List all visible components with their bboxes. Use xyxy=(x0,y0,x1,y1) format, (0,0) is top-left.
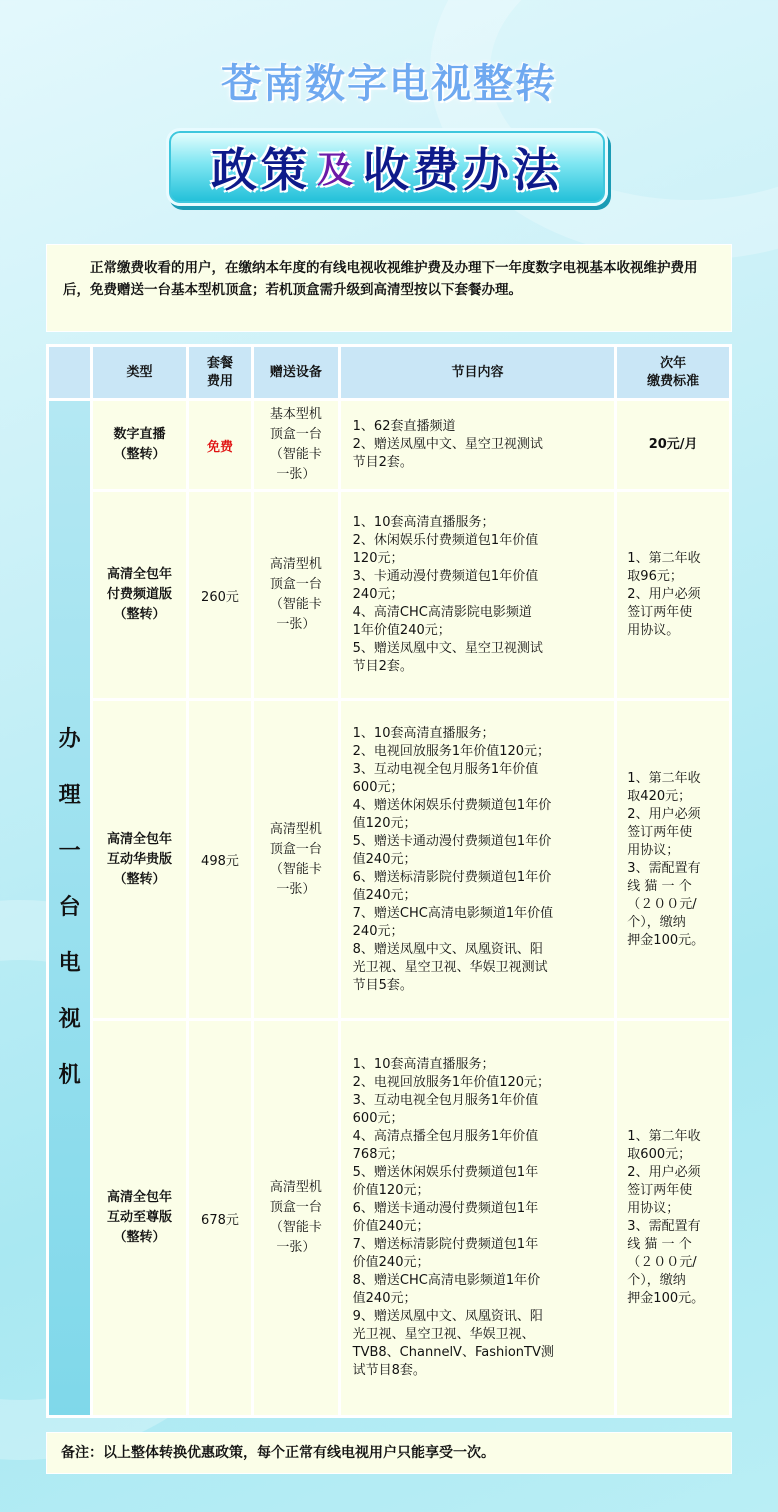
cell-line: 20元/月 xyxy=(648,437,698,452)
cell-line: 用协议； xyxy=(627,1201,680,1216)
cell-line: 7、赠送标清影院付费频道包1年 xyxy=(352,1237,539,1252)
cell-line: 数字直播 xyxy=(113,427,166,442)
cell-line: 240元； xyxy=(352,587,404,602)
cell-line: 3、互动电视全包月服务1年价值 xyxy=(352,761,539,777)
cell-line: 值240元； xyxy=(352,1291,417,1306)
cell-line: 高清全包年 xyxy=(107,1190,173,1205)
header-std: 次年 缴费标准 xyxy=(617,347,729,398)
device-cell xyxy=(254,701,338,1018)
footer-note: 备注：以上整体转换优惠政策，每个正常有线电视用户只能享受一次。 xyxy=(46,1432,732,1474)
table-row xyxy=(49,1021,729,1415)
cell-line: 2、用户必须 xyxy=(627,1165,701,1180)
cell-line: 1、10套高清直播服务； xyxy=(352,725,495,741)
cell-line: 用协议； xyxy=(627,842,680,858)
cell-line: 押金100元。 xyxy=(627,932,705,948)
banner-text-and: 及 xyxy=(316,149,357,191)
next-year-fee-cell xyxy=(617,701,729,1018)
cell-line: 5、赠送凤凰中文、星空卫视测试 xyxy=(352,641,543,656)
cell-line: 1、第二年收 xyxy=(627,1129,701,1144)
cell-line: 2、赠送凤凰中文、星空卫视测试 xyxy=(352,437,543,452)
cell-line: 光卫视、星空卫视、华娱卫视测试 xyxy=(352,959,548,975)
device-cell xyxy=(254,1021,338,1415)
cell-line: （智能卡 xyxy=(269,597,322,612)
package-table xyxy=(46,344,732,1418)
cell-line: 顶盒一台 xyxy=(269,427,322,442)
device-cell xyxy=(254,401,338,489)
program-content-cell xyxy=(341,492,615,698)
cell-line: 1年价值240元； xyxy=(352,623,451,638)
program-content-cell xyxy=(341,401,615,489)
cell-line: 240元； xyxy=(352,923,404,939)
package-type-cell xyxy=(93,401,186,489)
cell-line: 线 猫 一 个 xyxy=(627,1237,692,1252)
cell-line: 顶盒一台 xyxy=(269,577,322,592)
cell-line: 4、赠送休闲娱乐付费频道包1年价 xyxy=(352,797,552,813)
cell-line: 4、高清点播全包月服务1年价值 xyxy=(352,1129,539,1144)
cell-line: 高清全包年 xyxy=(107,831,173,847)
cell-line: 3、需配置有 xyxy=(627,1219,701,1234)
cell-line: 节目5套。 xyxy=(352,977,413,993)
cell-line: 600元； xyxy=(352,1111,404,1126)
cell-line: TVB8、ChannelV、FashionTV测 xyxy=(352,1345,554,1360)
cell-line: 1、10套高清直播服务； xyxy=(352,515,495,530)
package-fee-cell: 498元 xyxy=(189,701,251,1018)
intro-paragraph: 正常缴费收看的用户，在缴纳本年度的有线电视收视维护费及办理下一年度数字电视基本收视维护费用后，免费赠送一台基本型机顶盒；若机顶盒需升级到高清型按以下套餐办理。 xyxy=(46,244,732,332)
cell-line: （智能卡 xyxy=(269,1220,322,1235)
cell-line: 2、用户必须 xyxy=(627,587,701,602)
cell-line: 5、赠送卡通动漫付费频道包1年价 xyxy=(352,833,552,849)
cell-line: 1、62套直播频道 xyxy=(352,419,456,434)
cell-line: 值240元； xyxy=(352,887,417,903)
policy-banner xyxy=(166,128,608,206)
cell-line: 个），缴纳 xyxy=(627,914,686,930)
cell-line: 高清型机 xyxy=(269,821,322,837)
package-type-cell xyxy=(93,1021,186,1415)
table-header-row xyxy=(49,347,729,398)
cell-line: 值120元； xyxy=(352,815,417,831)
header-content: 节目内容 xyxy=(341,347,615,398)
next-year-fee-cell xyxy=(617,401,729,489)
next-year-fee-cell xyxy=(617,1021,729,1415)
cell-line: 高清型机 xyxy=(269,1180,322,1195)
header-device: 赠送设备 xyxy=(254,347,338,398)
cell-line: 值240元； xyxy=(352,851,417,867)
package-fee-cell: 免费 xyxy=(189,401,251,489)
cell-line: 2、电视回放服务1年价值120元； xyxy=(352,1075,551,1090)
cell-line: 签订两年使 xyxy=(627,824,693,840)
cell-line: 1、第二年收 xyxy=(627,551,701,566)
cell-line: 高清型机 xyxy=(269,557,322,572)
cell-line: （智能卡 xyxy=(269,861,322,877)
cell-line: 押金100元。 xyxy=(627,1291,705,1306)
header-type: 类型 xyxy=(93,347,186,398)
cell-line: 3、需配置有 xyxy=(627,860,701,876)
cell-line: 价值240元； xyxy=(352,1219,430,1234)
cell-line: 签订两年使 xyxy=(627,605,693,620)
cell-line: （整转） xyxy=(113,447,166,462)
cell-line: 一张） xyxy=(276,467,316,482)
package-fee-cell: 260元 xyxy=(189,492,251,698)
device-cell xyxy=(254,492,338,698)
cell-line: 一张） xyxy=(276,617,316,632)
cell-line: 3、互动电视全包月服务1年价值 xyxy=(352,1093,539,1108)
cell-line: 顶盒一台 xyxy=(269,1200,322,1215)
cell-line: （２００元/ xyxy=(627,1255,697,1270)
cell-line: 8、赠送CHC高清电影频道1年价 xyxy=(352,1273,541,1288)
cell-line: 顶盒一台 xyxy=(269,841,322,857)
cell-line: 付费频道版 xyxy=(107,587,173,602)
cell-line: 光卫视、星空卫视、华娱卫视、 xyxy=(352,1327,535,1342)
cell-line: 600元； xyxy=(352,779,404,795)
package-type-cell xyxy=(93,492,186,698)
header-blank xyxy=(49,347,90,398)
cell-line: 2、用户必须 xyxy=(627,806,701,822)
cell-line: 签订两年使 xyxy=(627,1183,693,1198)
cell-line: （整转） xyxy=(113,871,166,887)
cell-line: 节目2套。 xyxy=(352,455,413,470)
cell-line: （整转） xyxy=(113,1230,166,1245)
cell-line: 2、电视回放服务1年价值120元； xyxy=(352,743,551,759)
cell-line: 取420元； xyxy=(627,788,692,804)
cell-line: 9、赠送凤凰中文、凤凰资讯、阳 xyxy=(352,1309,543,1324)
cell-line: 2、休闲娱乐付费频道包1年价值 xyxy=(352,533,539,548)
cell-line: 取600元； xyxy=(627,1147,692,1162)
header-fee: 套餐 费用 xyxy=(189,347,251,398)
next-year-fee-cell xyxy=(617,492,729,698)
cell-line: 768元； xyxy=(352,1147,404,1162)
cell-line: 高清全包年 xyxy=(107,567,173,582)
cell-line: 基本型机 xyxy=(269,407,322,422)
cell-line: 用协议。 xyxy=(627,623,680,638)
cell-line: 试节目8套。 xyxy=(352,1363,426,1378)
program-content-cell xyxy=(341,1021,615,1415)
cell-line: 5、赠送休闲娱乐付费频道包1年 xyxy=(352,1165,539,1180)
banner-text-fee-method: 收费办法 xyxy=(363,143,563,197)
package-type-cell xyxy=(93,701,186,1018)
table-row xyxy=(49,492,729,698)
cell-line: （２００元/ xyxy=(627,896,697,912)
table-row xyxy=(49,701,729,1018)
cell-line: 个），缴纳 xyxy=(627,1273,686,1288)
cell-line: 7、赠送CHC高清电影频道1年价值 xyxy=(352,905,554,921)
cell-line: 6、赠送标清影院付费频道包1年价 xyxy=(352,869,552,885)
cell-line: 线 猫 一 个 xyxy=(627,878,692,894)
cell-line: 价值120元； xyxy=(352,1183,430,1198)
cell-line: 节目2套。 xyxy=(352,659,413,674)
cell-line: 120元； xyxy=(352,551,404,566)
package-fee-cell: 678元 xyxy=(189,1021,251,1415)
cell-line: 6、赠送卡通动漫付费频道包1年 xyxy=(352,1201,539,1216)
cell-line: 价值240元； xyxy=(352,1255,430,1270)
cell-line: 一张） xyxy=(276,881,316,897)
page-title: 苍南数字电视整转 xyxy=(221,61,557,107)
banner-text-policy: 政策 xyxy=(210,143,311,197)
cell-line: 8、赠送凤凰中文、凤凰资讯、阳 xyxy=(352,941,543,957)
cell-line: 互动华贵版 xyxy=(107,851,173,867)
cell-line: 互动至尊版 xyxy=(107,1210,173,1225)
table-row xyxy=(49,401,729,489)
cell-line: 一张） xyxy=(276,1240,316,1255)
side-label: 办 理 一 台 电 视 机 xyxy=(49,401,90,1415)
cell-line: 1、10套高清直播服务； xyxy=(352,1057,495,1072)
cell-line: 取96元； xyxy=(627,569,683,584)
cell-line: 1、第二年收 xyxy=(627,770,701,786)
cell-line: 3、卡通动漫付费频道包1年价值 xyxy=(352,569,539,584)
cell-line: （智能卡 xyxy=(269,447,322,462)
program-content-cell xyxy=(341,701,615,1018)
cell-line: （整转） xyxy=(113,607,166,622)
cell-line: 4、高清CHC高清影院电影频道 xyxy=(352,605,532,620)
